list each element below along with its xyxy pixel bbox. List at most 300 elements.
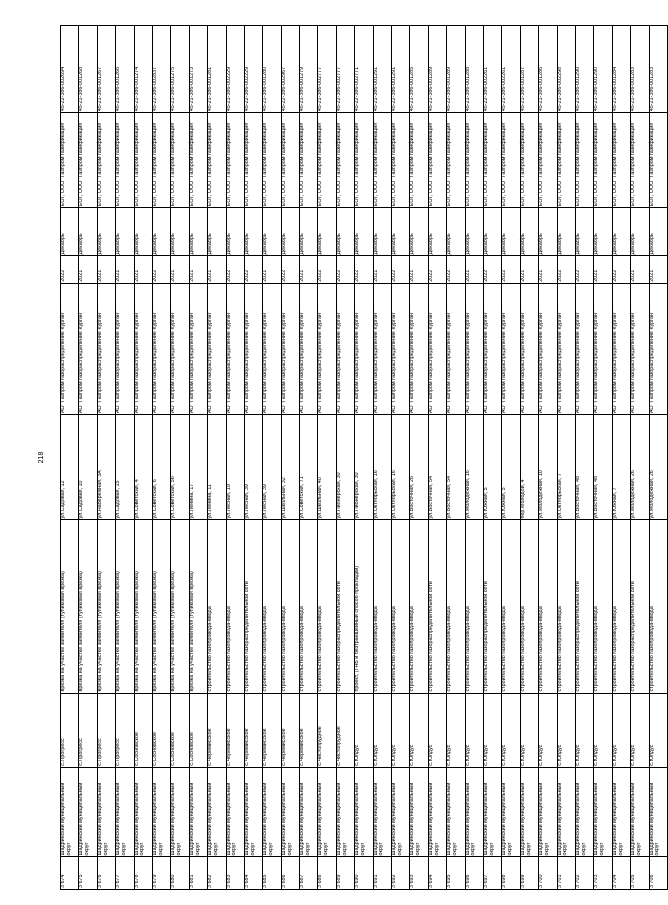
table-row [502,26,520,890]
settlement-cell: с.Юлдус [612,693,630,767]
program-cell: ЕОГ, ООО "Газпром газификация" [612,113,630,208]
row-number-cell: 3 677 [116,857,134,890]
page-number: 218 [38,451,45,464]
table-row [61,26,79,890]
month-cell: Декабрь [557,208,575,256]
object-code-cell: 45-21-386-001286 [539,26,557,113]
month-cell: Декабрь [649,208,667,256]
year-cell: 2021 [594,256,612,283]
row-number-cell: 3 682 [208,857,226,890]
settlement-cell: с.Сосновское [189,693,207,767]
table-row [152,26,170,890]
operator-cell: АО "Газпром газораспределение Курган" [300,283,318,414]
object-code-cell: 45-22-386-002261 [483,26,501,113]
month-cell: Декабрь [300,208,318,256]
program-cell: ЕОГ, ООО "Газпром газификация" [575,113,593,208]
address-cell: ул.Советская, 56 [171,415,189,520]
month-cell: Декабрь [79,208,97,256]
address-cell: ул.Пионерская, 30 [355,415,373,520]
row-number-cell: 3 689 [336,857,354,890]
row-number-cell: 3 675 [79,857,97,890]
year-cell: 2021 [465,256,483,283]
program-cell: ЕОГ, ООО "Газпром газификация" [226,113,244,208]
work-type-cell: врезка на участке заявителя (тупиковая врезка) [171,520,189,693]
year-cell: 2022 [61,256,79,283]
row-number-cell: 3 680 [171,857,189,890]
object-code-cell: 45-21-386-001275 [171,26,189,113]
address-cell: ул.Октябрьская, 7 [557,415,575,520]
district-cell: Шадринский муниципальный округ [300,767,318,857]
table-row [281,26,299,890]
district-cell: Шадринский муниципальный округ [318,767,336,857]
district-cell: Шадринский муниципальный округ [116,767,134,857]
operator-cell: АО "Газпром газораспределение Курган" [189,283,207,414]
district-cell: Шадринский муниципальный округ [539,767,557,857]
address-cell: ул.Молодежная, 26 [631,415,649,520]
object-code-cell: 45-21-386-001273 [189,26,207,113]
object-code-cell: 45-21-386-001285 [410,26,428,113]
year-cell: 2022 [502,256,520,283]
program-cell: ЕОГ, ООО "Газпром газификация" [410,113,428,208]
table-body [61,26,668,890]
table-row [594,26,612,890]
month-cell: Декабрь [594,208,612,256]
object-code-cell: 45-21-386-001266 [116,26,134,113]
table-row [612,26,630,890]
month-cell: Декабрь [539,208,557,256]
address-cell: ул.Лесная, 39 [263,415,281,520]
work-type-cell: строительство газораспределительной сети [575,520,593,693]
address-cell: ул.Октябрьская, 16 [373,415,391,520]
month-cell: Декабрь [575,208,593,256]
program-cell: ЕОГ, ООО "Газпром газификация" [152,113,170,208]
table-row [226,26,244,890]
settlement-cell: с.Черемисское [208,693,226,767]
settlement-cell: с.Сосновское [152,693,170,767]
month-cell: Декабрь [208,208,226,256]
settlement-cell: с.Юлдус [355,693,373,767]
operator-cell: АО "Газпром газораспределение Курган" [134,283,152,414]
operator-cell: АО "Газпром газораспределение Курган" [373,283,391,414]
program-cell: ЕОГ, ООО "Газпром газификация" [373,113,391,208]
table-row [189,26,207,890]
month-cell: Декабрь [116,208,134,256]
settlement-cell: с.Юлдус [575,693,593,767]
month-cell: Декабрь [263,208,281,256]
district-cell: Шадринский муниципальный округ [520,767,538,857]
settlement-cell: с.Юлдус [465,693,483,767]
object-code-cell: 45-21-386-001283 [631,26,649,113]
program-cell: ЕОГ, ООО "Газпром газификация" [428,113,446,208]
month-cell: Декабрь [612,208,630,256]
work-type-cell: проект, (ГНБ и безтраншейный способ прокладки) [355,520,373,693]
settlement-cell: с.Черемисское [244,693,262,767]
row-number-cell: 3 694 [428,857,446,890]
settlement-cell: с.Юлдус [428,693,446,767]
address-cell: ул.Садовая, 10 [79,415,97,520]
address-cell: ул.Южная, 5 [502,415,520,520]
program-cell: ЕОГ, ООО "Газпром газификация" [189,113,207,208]
row-number-cell: 3 703 [594,857,612,890]
year-cell: 2021 [79,256,97,283]
program-cell: ЕОГ, ООО "Газпром газификация" [465,113,483,208]
settlement-cell: с.Черемисское [281,693,299,767]
year-cell: 2021 [520,256,538,283]
address-cell: ул.Школьная, 40 [318,415,336,520]
operator-cell: АО "Газпром газораспределение Курган" [557,283,575,414]
work-type-cell: строительство газопровода-ввода [612,520,630,693]
district-cell: Шадринский муниципальный округ [97,767,115,857]
table-row [97,26,115,890]
row-number-cell: 3 705 [631,857,649,890]
district-cell: Шадринский муниципальный округ [447,767,465,857]
month-cell: Декабрь [392,208,410,256]
month-cell: Декабрь [355,208,373,256]
month-cell: Декабрь [318,208,336,256]
settlement-cell: с.Черемисское [226,693,244,767]
table-row [373,26,391,890]
address-cell: ул.Молодежная, 10 [539,415,557,520]
settlement-cell: с.Прогресс [61,693,79,767]
operator-cell: АО "Газпром газораспределение Курган" [539,283,557,414]
address-cell: ул.Восточная, 26 [410,415,428,520]
table-row [355,26,373,890]
program-cell: ЕОГ, ООО "Газпром газификация" [355,113,373,208]
district-cell: Шадринский муниципальный округ [244,767,262,857]
settlement-cell: с.Чистопрудное [318,693,336,767]
operator-cell: АО "Газпром газораспределение Курган" [97,283,115,414]
table-row [79,26,97,890]
year-cell: 2022 [281,256,299,283]
year-cell: 2021 [263,256,281,283]
object-code-cell: 45-21-386-001267 [97,26,115,113]
work-type-cell: строительство газопровода-ввода [557,520,575,693]
object-code-cell: 45-21-386-001280 [263,26,281,113]
operator-cell: АО "Газпром газораспределение Курган" [79,283,97,414]
month-cell: Декабрь [336,208,354,256]
row-number-cell: 3 701 [557,857,575,890]
work-type-cell: врезка на участке заявителя (тупиковая врезка) [61,520,79,693]
object-code-cell: 45-21-386-001284 [612,26,630,113]
month-cell: Декабрь [171,208,189,256]
row-number-cell: 3 685 [263,857,281,890]
operator-cell: АО "Газпром газораспределение Курган" [281,283,299,414]
work-type-cell: строительство газораспределительной сети [631,520,649,693]
address-cell: ул.Лесная, 39 [244,415,262,520]
object-code-cell: 45-22-386-002837 [152,26,170,113]
year-cell: 2022 [355,256,373,283]
address-cell: ул.Садовая, 15 [116,415,134,520]
address-cell: ул.Набережная, 3А [97,415,115,520]
address-cell: ул.Советская, 71 [300,415,318,520]
address-cell: ул.Восточная, 54 [447,415,465,520]
work-type-cell: строительство газопровода-ввода [281,520,299,693]
year-cell: 2021 [134,256,152,283]
year-cell: 2021 [300,256,318,283]
table-row [539,26,557,890]
district-cell: Шадринский муниципальный округ [134,767,152,857]
district-cell: Шадринский муниципальный округ [152,767,170,857]
program-cell: ЕОГ, ООО "Газпром газификация" [336,113,354,208]
work-type-cell: строительство газопровода-ввода [539,520,557,693]
operator-cell: АО "Газпром газораспределение Курган" [244,283,262,414]
object-code-cell: 45-21-386-001281 [208,26,226,113]
work-type-cell: строительство газопровода-ввода [208,520,226,693]
settlement-cell: с.Сосновское [171,693,189,767]
settlement-cell: с.Юлдус [392,693,410,767]
month-cell: Декабрь [373,208,391,256]
month-cell: Декабрь [244,208,262,256]
operator-cell: АО "Газпром газораспределение Курган" [208,283,226,414]
district-cell: Шадринский муниципальный округ [355,767,373,857]
work-type-cell: строительство газопровода-ввода [410,520,428,693]
program-cell: ЕОГ, ООО "Газпром газификация" [631,113,649,208]
settlement-cell: с.Юлдус [373,693,391,767]
object-code-cell: 45-21-386-001283 [649,26,667,113]
operator-cell: АО "Газпром газораспределение Курган" [171,283,189,414]
work-type-cell: строительство газопровода-ввода [520,520,538,693]
district-cell: Шадринский муниципальный округ [79,767,97,857]
gasification-table [60,25,668,890]
program-cell: ЕОГ, ООО "Газпром газификация" [539,113,557,208]
district-cell: Шадринский муниципальный округ [557,767,575,857]
table-row [649,26,667,890]
work-type-cell: врезка на участке заявителя (тупиковая врезка) [189,520,207,693]
district-cell: Шадринский муниципальный округ [336,767,354,857]
month-cell: Декабрь [281,208,299,256]
row-number-cell: 3 698 [502,857,520,890]
month-cell: Декабрь [61,208,79,256]
program-cell: ЕОГ, ООО "Газпром газификация" [502,113,520,208]
row-number-cell: 3 683 [226,857,244,890]
program-cell: ЕОГ, ООО "Газпром газификация" [318,113,336,208]
table-row [318,26,336,890]
object-code-cell: 45-22-386-002771 [355,26,373,113]
address-cell: ул.Советская, 6 [152,415,170,520]
year-cell: 2021 [171,256,189,283]
operator-cell: АО "Газпром газораспределение Курган" [612,283,630,414]
month-cell: Декабрь [483,208,501,256]
settlement-cell: с.Юлдус [447,693,465,767]
address-cell: ул.Молодежная, 26 [649,415,667,520]
operator-cell: АО "Газпром газораспределение Курган" [392,283,410,414]
settlement-cell: с.Черемисское [263,693,281,767]
program-cell: ЕОГ, ООО "Газпром газификация" [392,113,410,208]
object-code-cell: 45-21-386-001291 [373,26,391,113]
year-cell: 2021 [631,256,649,283]
year-cell: 2021 [116,256,134,283]
settlement-cell: с.Прогресс [97,693,115,767]
district-cell: Шадринский муниципальный округ [171,767,189,857]
work-type-cell: строительство газораспределительной сети [244,520,262,693]
district-cell: Шадринский муниципальный округ [612,767,630,857]
district-cell: Шадринский муниципальный округ [594,767,612,857]
work-type-cell: строительство газораспределительной сети [483,520,501,693]
row-number-cell: 3 704 [612,857,630,890]
year-cell: 2022 [428,256,446,283]
month-cell: Декабрь [134,208,152,256]
district-cell: Шадринский муниципальный округ [410,767,428,857]
address-cell: ул.Советская, 4 [134,415,152,520]
month-cell: Декабрь [428,208,446,256]
operator-cell: АО "Газпром газораспределение Курган" [410,283,428,414]
program-cell: ЕОГ, ООО "Газпром газификация" [97,113,115,208]
year-cell: 2022 [612,256,630,283]
district-cell: Шадринский муниципальный округ [483,767,501,857]
object-code-cell: 45-21-386-002229 [226,26,244,113]
table-row [447,26,465,890]
table-row [465,26,483,890]
address-cell: ул.Ленина, 17 [189,415,207,520]
operator-cell: АО "Газпром газораспределение Курган" [483,283,501,414]
row-number-cell: 3 686 [281,857,299,890]
year-cell: 2022 [575,256,593,283]
operator-cell: АО "Газпром газораспределение Курган" [502,283,520,414]
program-cell: ЕОГ, ООО "Газпром газификация" [447,113,465,208]
district-cell: Шадринский муниципальный округ [263,767,281,857]
table-row [336,26,354,890]
month-cell: Декабрь [410,208,428,256]
year-cell: 2021 [97,256,115,283]
operator-cell: АО "Газпром газораспределение Курган" [631,283,649,414]
program-cell: ЕОГ, ООО "Газпром газификация" [116,113,134,208]
row-number-cell: 3 702 [575,857,593,890]
settlement-cell: с.Юлдус [594,693,612,767]
row-number-cell: 3 676 [97,857,115,890]
row-number-cell: 3 674 [61,857,79,890]
row-number-cell: 3 706 [649,857,667,890]
year-cell: 2022 [318,256,336,283]
object-code-cell: 45-21-386-001290 [575,26,593,113]
year-cell: 2021 [189,256,207,283]
operator-cell: АО "Газпром газораспределение Курган" [152,283,170,414]
address-cell: ул.Восточная, 48 [575,415,593,520]
district-cell: Шадринский муниципальный округ [392,767,410,857]
work-type-cell: строительство газопровода-ввода [465,520,483,693]
program-cell: ЕОГ, ООО "Газпром газификация" [483,113,501,208]
month-cell: Декабрь [152,208,170,256]
program-cell: ЕОГ, ООО "Газпром газификация" [594,113,612,208]
rotated-document [30,20,661,895]
settlement-cell: с.Юлдус [649,693,667,767]
table-row [208,26,226,890]
table-row [428,26,446,890]
table-row [134,26,152,890]
operator-cell: АО "Газпром газораспределение Курган" [520,283,538,414]
settlement-cell: с.Черемисское [300,693,318,767]
district-cell: Шадринский муниципальный округ [373,767,391,857]
program-cell: ЕОГ, ООО "Газпром газификация" [79,113,97,208]
object-code-cell: 45-21-386-001289 [428,26,446,113]
year-cell: 2022 [336,256,354,283]
address-cell: ул.Молодежная, 16 [465,415,483,520]
operator-cell: АО "Газпром газораспределение Курган" [649,283,667,414]
month-cell: Декабрь [226,208,244,256]
object-code-cell: 45-21-386-001288 [465,26,483,113]
table-row [171,26,189,890]
program-cell: ЕОГ, ООО "Газпром газификация" [61,113,79,208]
row-number-cell: 3 692 [392,857,410,890]
object-code-cell: 45-21-386-002261 [502,26,520,113]
row-number-cell: 3 690 [355,857,373,890]
address-cell: ул.Садовая, 12 [61,415,79,520]
settlement-cell: с.Юлдус [539,693,557,767]
operator-cell: АО "Газпром газораспределение Курган" [226,283,244,414]
table-row [631,26,649,890]
program-cell: ЕОГ, ООО "Газпром газификация" [557,113,575,208]
row-number-cell: 3 696 [465,857,483,890]
program-cell: ЕОГ, ООО "Газпром газификация" [244,113,262,208]
settlement-cell: с.Юлдус [557,693,575,767]
year-cell: 2021 [373,256,391,283]
settlement-cell: с.Юлдус [631,693,649,767]
program-cell: ЕОГ, ООО "Газпром газификация" [134,113,152,208]
district-cell: Шадринский муниципальный округ [502,767,520,857]
row-number-cell: 3 679 [152,857,170,890]
object-code-cell: 45-21-386-001274 [134,26,152,113]
operator-cell: АО "Газпром газораспределение Курган" [447,283,465,414]
district-cell: Шадринский муниципальный округ [649,767,667,857]
object-code-cell: 45-22-386-002777 [336,26,354,113]
table-row [263,26,281,890]
settlement-cell: с.Юлдус [520,693,538,767]
settlement-cell: с.Юлдус [483,693,501,767]
year-cell: 2021 [410,256,428,283]
work-type-cell: строительство газопровода-ввода [318,520,336,693]
object-code-cell: 45-21-386-002777 [318,26,336,113]
table-row [557,26,575,890]
month-cell: Декабрь [97,208,115,256]
settlement-cell: с.Сосновское [134,693,152,767]
work-type-cell: строительство газопровода-ввода [649,520,667,693]
district-cell: Шадринский муниципальный округ [226,767,244,857]
year-cell: 2022 [226,256,244,283]
table-row [244,26,262,890]
program-cell: ЕОГ, ООО "Газпром газификация" [281,113,299,208]
month-cell: Декабрь [631,208,649,256]
program-cell: ЕОГ, ООО "Газпром газификация" [171,113,189,208]
district-cell: Шадринский муниципальный округ [631,767,649,857]
district-cell: Шадринский муниципальный округ [189,767,207,857]
address-cell: ул.Пионерская, 30 [336,415,354,520]
table-row [392,26,410,890]
year-cell: 2022 [244,256,262,283]
month-cell: Декабрь [447,208,465,256]
row-number-cell: 3 700 [539,857,557,890]
row-number-cell: 3 687 [300,857,318,890]
settlement-cell: с.Юлдус [410,693,428,767]
operator-cell: АО "Газпром газораспределение Курган" [594,283,612,414]
table-row [520,26,538,890]
year-cell: 2022 [392,256,410,283]
work-type-cell: врезка на участке заявителя (тупиковая врезка) [97,520,115,693]
work-type-cell: строительство газопровода-ввода [502,520,520,693]
table-row [300,26,318,890]
row-number-cell: 3 691 [373,857,391,890]
year-cell: 2022 [447,256,465,283]
work-type-cell: строительство газопровода-ввода [300,520,318,693]
row-number-cell: 3 688 [318,857,336,890]
work-type-cell: строительство газораспределительной сети [428,520,446,693]
address-cell: ул.Ленина, 11 [208,415,226,520]
program-cell: ЕОГ, ООО "Газпром газификация" [208,113,226,208]
work-type-cell: строительство газопровода-ввода [373,520,391,693]
program-cell: ЕОГ, ООО "Газпром газификация" [263,113,281,208]
object-code-cell: 45-21-386-002298 [557,26,575,113]
work-type-cell: строительство газопровода-ввода [447,520,465,693]
operator-cell: АО "Газпром газораспределение Курган" [116,283,134,414]
work-type-cell: строительство газопровода-ввода [226,520,244,693]
